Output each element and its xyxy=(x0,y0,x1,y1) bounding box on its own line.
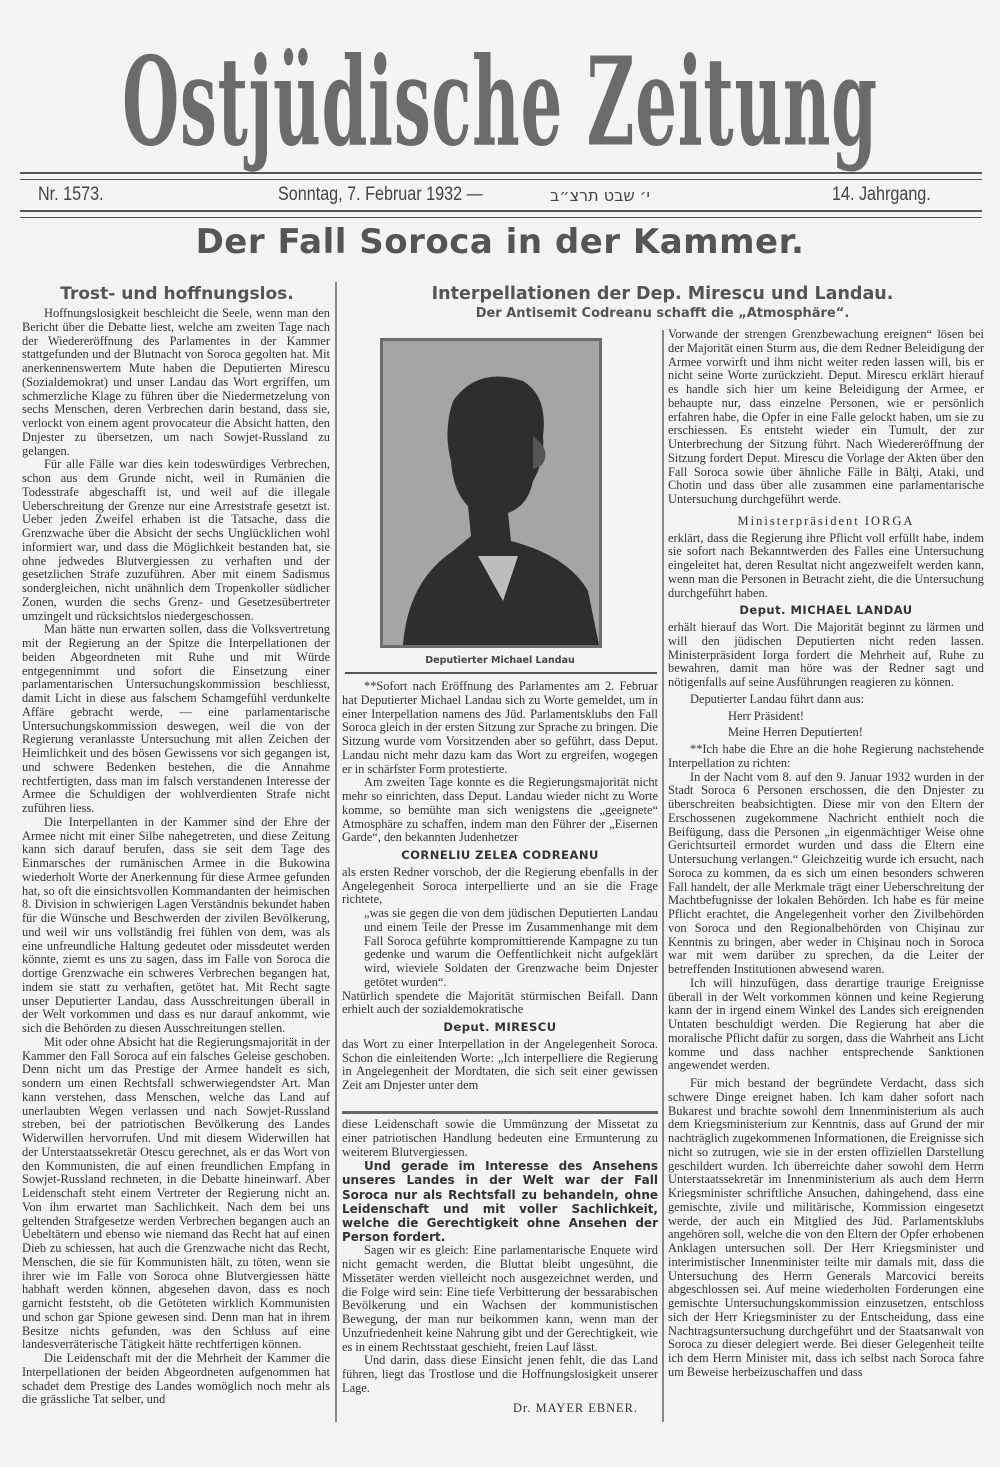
paragraph: Für mich bestand der begründete Verdacht, dass sich schwere Dinge ereignet haben. Ich kam daher sofort nach Bukarest und brachte sowohl dem Innenministerium als auch dem Kriegsministerium zur Kenntnis, dass auf Grund der mir nachträglich zugekommenen Informationen, die Ereignisse sich nicht so zutrugen, wie sie in der ersten offiziellen Darstellung geschildert wurden. Ich überreichte daher sowohl dem Herrn Unterstaatssekretär im Innenministerium als auch dem Herrn Kriegsminister schriftliche Ansuchen, dahingehend, dass eine gemischte, zivile und militärische, Kommission eingesetzt werde, der auch ein Mitglied des Jüd. Parlamentsklubs angehören soll, welche die von den Eltern der Opfer erhobenen Anklagen untersuchen soll. Der Herr Kriegsminister und interimistischer Innenminister teilte mir damals mit, dass die Untersuchung des Herrn Generals Marcovici bereits abgeschlossen sei. Auf meine wiederholten Forderungen eine gemischte Untersuchungskommission einzusetzen, entschloss sich der Herr Kriegsminister zu der Entscheidung, dass eine Nachtragsuntersuchung durchgeführt und der Staatsanwalt von Soroca zu dieser delegiert werde. Bei dieser Gelegenheit teilte ich dem Herrn Minister mit, dass ich selbst nach Soroca fahre um Beweise herbeizuschaffen und dass xyxy=(668,1076,984,1379)
paragraph: Und darin, dass diese Einsicht jenen fehlt, die das Land führen, liegt das Trostlose und die Hoffnungslosigkeit unserer Lage. xyxy=(342,1353,658,1395)
masthead-rule xyxy=(20,172,982,180)
subhead-landau: Deput. MICHAEL LANDAU xyxy=(739,603,913,618)
paragraph: als ersten Redner vorschob, der die Regierung ebenfalls in der Angelegenheit Soroca interpellierte und an sie die Frage richtete, xyxy=(342,864,658,907)
author-signature: Dr. MAYER EBNER. xyxy=(512,1400,638,1415)
main-headline: Der Fall Soroca in der Kammer. xyxy=(195,222,805,262)
newspaper-title: Ostjüdische Zeitung xyxy=(122,30,878,174)
salutation: Meine Herren Deputierten! xyxy=(728,725,863,740)
section-rule xyxy=(342,1111,658,1114)
article1-title: Trost- und hoffnungslos. xyxy=(60,284,294,304)
issue-number: Nr. 1573. xyxy=(38,184,104,205)
paragraph: **Ich habe die Ehre an die hohe Regierung nachstehende Interpellation zu richten: xyxy=(668,742,984,770)
article2-column-part2 xyxy=(668,328,984,1420)
portrait-photo xyxy=(380,338,602,648)
issue-date: Sonntag, 7. Februar 1932 — xyxy=(278,184,483,205)
paragraph: erhält hierauf das Wort. Die Majorität beginnt zu lärmen und will den jüdischen Deputierten nicht reden lassen. Ministerpräsident Iorga fordert die Mehrheit auf, Ruhe zu bewahren, damit man höre was der Redner sagt und nötigenfalls auf seine Ausführungen reagieren zu können. xyxy=(668,620,984,689)
salutation: Herr Präsident! xyxy=(728,708,805,723)
paragraph: Sagen wir es gleich: Eine parlamentarische Enquete wird nicht gemacht werden, die Bluttat bleibt ungesühnt, die Missetäter werden vielleicht noch ausgezeichnet werden, und die Folge wird sein: Eine tiefe Verbitterung der bessarabischen Bevölkerung und ein Wachsen der kommunistischen Bewegung, der man nur beikommen kann, wenn man der Unzufriedenheit keine Nahrung gibt und der Gerechtigkeit, wie es in einem Rechtsstaat geschieht, freien Lauf lässt. xyxy=(342,1243,658,1354)
paragraph: diese Leidenschaft sowie die Ummünzung der Missetat zu einer patriotischen Handlung bedeuten eine Ermunterung zu weiterem Blutvergiessen. xyxy=(342,1118,658,1159)
dateline-rule xyxy=(20,210,982,218)
column-divider xyxy=(335,282,337,1422)
article2-subtitle: Der Antisemit Codreanu schafft die „Atmosphäre“. xyxy=(475,306,850,321)
paragraph: **Sofort nach Eröffnung des Parlamentes am 2. Februar hat Deputierter Michael Landau sich zu Worte gemeldet, um in einer Interpellation namens des Jüd. Parlamentsklubs den Fall Soroca gleich in der ersten Sitzung zur Sprache zu bringen. Die Sitzung wurde vom Vorsitzenden aber so geführt, dass Deput. Landau nicht mehr dazu kam das Wort zu ergreifen, wogegen er in schärfster Form protestierte. xyxy=(342,680,658,776)
paragraph: das Wort zu einer Interpellation in der Angelegenheit Soroca. Schon die einleitenden Worte: „Ich interpelliere die Regierung in Angelegenheit der Mordtaten, die sich seit einer gewissen Zeit am Dnjester unter dem xyxy=(342,1036,658,1092)
paragraph: Man hätte nun erwarten sollen, dass die Volksvertretung mit der Regierung an der Spitze die Interpellationen der beiden Abgeordneten mit Ruhe und mit Würde entgegennimmt und sofort die Einsetzung einer parlamentarischen Untersuchungskommission beschliesst, damit Licht in diese aus falschem Schamgefühl verdunkelte Affäre gebracht werde, — eine parlamentarische Untersuchungskommission deswegen, weil die von der Regierung veranlasste Untersuchung mit allen Zeichen der Heimlichkeit und des bösen Gewissens vor sich gegangen ist, und schwere Bedenken bestehen, die die Annahme rechtfertigten, dass man im falsch verstandenen Interesse der Armee die Schuldigen der wohlverdienten Strafe nicht zuführen liess. xyxy=(22,622,330,815)
dateline xyxy=(20,180,982,210)
paragraph: erklärt, dass die Regierung ihre Pflicht voll erfüllt habe, indem sie sofort nach Bekanntwerden des Falles eine Untersuchung eingeleitet hat, deren Resultat nicht angezweifelt werden kann, wenn man die Personen in Betracht zieht, die die Untersuchung durchgeführt haben. xyxy=(668,530,984,600)
paragraph: Die Leidenschaft mit der die Mehrheit der Kammer die Interpellationen der beiden Abgeordneten aufgenommen hat schadet dem Prestige des Landes womöglich noch mehr als die grässliche Tat selber, und xyxy=(22,1351,330,1407)
masthead xyxy=(0,0,1000,174)
volume-year: 14. Jahrgang. xyxy=(832,184,931,205)
paragraph: In der Nacht vom 8. auf den 9. Januar 1932 wurden in der Stadt Soroca 6 Personen erschossen, die den Dnjester zu überschreiten beabsichtigten. Diese mir von den Eltern der Erschossenen zugekommene Nachricht enthielt noch die Beifügung, dass die Personen „in eigenmächtiger Weise ohne Gerichtsurteil ermordet wurden und dass die Eltern eine Untersuchung verlangen.“ Gleichzeitig wurde ich ersucht, nach Soroca zu kommen, da es sich um einen besonders schweren Fall handelt, der alle Merkmale trägt einer Ueberschreitung der Machtbefugnisse der lokalen Behörden. Ich habe es für meine Pflicht erachtet, die Angelegenheit vorher den Zivilbehörden von Soroca und den Regionalbehörden von Chişinau zur Kenntnis zu bringen, aber weder in Chişinau noch in Soroca war mit wem darüber zu sprechen, da die Leiter der betreffenden Institutionen abwesend waren. xyxy=(668,769,984,976)
portrait-silhouette-icon xyxy=(383,341,599,645)
article1-column xyxy=(22,307,330,1419)
photo-caption: Deputierter Michael Landau xyxy=(425,655,575,666)
paragraph: Natürlich spendete die Majorität stürmischen Beifall. Dann erhielt auch der sozialdemokratische xyxy=(342,988,658,1017)
paragraph: Am zweiten Tage konnte es die Regierungsmajorität nicht mehr so einrichten, dass Deput. Landau wieder nicht zu Worte komme, so bemühte man sich wenigstens die „geeignete“ Atmosphäre zu schaffen, indem man den Führer der „Eisernen Garde“, den bekannten Judenhetzer xyxy=(342,775,658,845)
article2-column-part1 xyxy=(342,680,658,1108)
paragraph: Deputierter Landau führt dann aus: xyxy=(690,691,865,706)
hebrew-date: י׳ שבט תרצ״ב xyxy=(550,186,650,205)
paragraph: Hoffnungslosigkeit beschleicht die Seele, wenn man den Bericht über die Debatte liest, welche am zweiten Tage nach der Wiedereröffnung des Parlamentes in der Kammer stattgefunden und der Blutnacht von Soroca gegolten hat. Mit anerkennenswertem Mute haben die Deputierten Mirescu (Sozialdemokrat) und unser Landau das Wort ergriffen, um schmerzliche Klage zu führen über die Niedermetzelung von sechs Menschen, deren Verbrechen darin bestand, dass sie, verlockt von einem agent provocateur die Absicht hatten, den Dnjester zu übersetzen, um nach Sowjet-Russland zu gelangen. xyxy=(22,307,330,458)
subhead-iorga: Ministerpräsident IORGA xyxy=(737,513,915,528)
column-divider xyxy=(662,330,664,1422)
quote-text: „was sie gegen die von dem jüdischen Deputierten Landau und einem Teile der Presse im Zusammenhange mit dem Fall Soroca geführte kompromittierende Kampagne zu tun gedenke und warum die Oeffentlichkeit nicht aufgeklärt wird, wieviele Soldaten der Grenzwache beim Dnjester getötet wurden“. xyxy=(364,906,658,989)
subhead-mirescu: Deput. MIRESCU xyxy=(443,1020,557,1034)
article2-title: Interpellationen der Dep. Mirescu und Landau. xyxy=(431,284,894,304)
paragraph: Die Interpellanten in der Kammer sind der Ehre der Armee nicht mit einer Silbe nahegetreten, und diese Zeitung kann sich darauf berufen, dass sie seit dem Tage des Einmarsches der rumänischen Armee in die Bukowina wiederholt Worte der Anerkennung für diese Armee gefunden hat, so oft die einsichtsvollen Kommandanten der heimischen 8. Division in schwierigen Lagen Verständnis bekundet haben für die Wünsche und Beschwerden der zivilen Bevölkerung, und weil wir uns vollständig frei fühlen von dem, was als eine unfreundliche Haltung gedeutet oder missdeutet werden könnte, ziemt es uns zu sagen, dass im Falle von Soroca die dortige Grenzwache ein schweres Verbrechen begangen hat, indem sie statt zu verhaften, getötet hat. Mit Recht sagte unser Deputierter Landau, dass Ausschreitungen überall in der Welt vorkommen und dass es nur darauf ankommt, wie sich die Behörden zu diesen Ausschreitungen stellen. xyxy=(22,814,330,1035)
paragraph: Mit oder ohne Absicht hat die Regierungsmajorität in der Kammer den Fall Soroca auf ein falsches Geleise geschoben. Denn nicht um das Prestige der Armee handelt es sich, sondern um einen Rechtsfall schwerwiegendster Art. Man kann verstehen, dass Menschen, welche das Land auf unerlaubten Wegen verlassen und nach Sowjet-Russland streben, bei der patriotischen Bevölkerung des Landes Widerwillen hervorrufen. Und mit diesem Widerwillen hat der Unterstaatssekretär Otescu gerechnet, als er das Wort von den Kommunisten, die auf einen freundlichen Empfang in Sowjet-Russland rechneten, in die Debatte hineinwarf. Aber Leidenschaft steht einem Vertreter der Regierung nicht an. Von ihm erwartet man Sachlichkeit. Nach dem bei uns geltenden Strafgesetze werden Verbrechen begangen auch an Uebeltätern und ebenso wie niemand das Recht hat auf einen Dieb zu schiessen, hat auch die Grenzwache nicht das Recht, Menschen, die sie für Kommunisten hält, zu töten, wenn sie ihrer wie im Falle von Soroca ohne Blutvergiessen hätte habhaft werden können, abgesehen davon, dass es noch garnicht feststeht, ob die Getöteten wirklich Kommunisten und schon gar Spione gewesen sind. Denn man hat in ihrem Besitze nichts gefunden, was den Schluss auf eine landesverräterische Tätigkeit hätte rechtfertigen können. xyxy=(22,1034,330,1352)
bold-paragraph: Und gerade im Interesse des Ansehens unseres Landes in der Welt war der Fall Soroca nur als Rechtsfall zu behandeln, ohne Leidenschaft und mit voller Sachlichkeit, welche die Gerechtigkeit ohne Ansehen der Person fordert. xyxy=(342,1159,658,1245)
caption-rule xyxy=(345,672,657,674)
paragraph: Vorwande der strengen Grenzbewachung ereignen“ lösen bei der Majorität einen Sturm aus, die dem Redner Beleidigung der Armee vorwirft und ihm nicht weiter reden lassen will, bis er nicht seine Worte zurückzieht. Deput. Mirescu erklärt hierauf es handle sich hier um keine Beleidigung der Armee, er behaupte nur, dass einzelne Personen, wie er persönlich erfahren habe, die Opfer in eine Falle gelockt haben, um sie zu erschiessen. Es entsteht wieder ein Tumult, der zur Unterbrechung der Sitzung führt. Nach Wiedereröffnung der Sitzung fordert Deput. Mirescu die Vorlage der Akten über den Fall Soroca sowie über ähnliche Fälle in Bălţi, Ataki, und Chotin und dass über alle zusammen eine parlamentarische Untersuchung durchgeführt werde. xyxy=(668,328,984,506)
paragraph: Ich will hinzufügen, dass derartige traurige Ereignisse überall in der Welt vorkommen können und keine Regierung kann der in irgend einem Winkel des Landes sich ereignenden Untaten beschuldigt werden. Die Regierung hat aber die moralische Pflicht dafür zu sorgen, dass die Wahrheit ans Licht komme und dass nachher entsprechende Sanktionen angewendet werden. xyxy=(668,975,984,1073)
paragraph: Für alle Fälle war dies kein todeswürdiges Verbrechen, schon aus dem Grunde nicht, weil in Rumänien die Todesstrafe abgeschafft ist, und weil auf die illegale Ueberschreitung der Grenze nur eine Arreststrafe gesetzt ist. Ueber jeden Zweifel erhaben ist die Tatsache, dass die Grenzwache über die Absicht der sechs Unglücklichen wohl informiert war, und dass die Möglichkeit bestanden hat, sie ohne jedwedes Blutvergiessen zu verhaften und der gesetzlichen Strafe zuzuführen. Aber mit einem Sadismus sondergleichen, nicht unähnlich dem Tropenkoller südlicher Zonen, wurden die sechs Grenz- und Gesetzesübertreter umzingelt und rücksichtslos niedergeschossen. xyxy=(22,457,330,623)
codreanu-quote xyxy=(342,907,658,990)
subhead-codreanu: CORNELIU ZELEA CODREANU xyxy=(401,848,599,862)
article1-continuation xyxy=(342,1118,658,1418)
